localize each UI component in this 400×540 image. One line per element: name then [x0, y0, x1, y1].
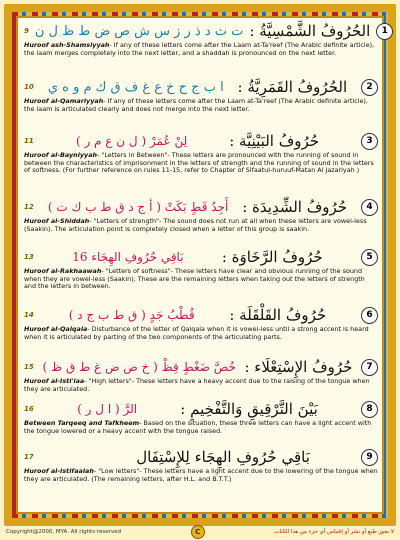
rule-circle-number: 2 — [361, 79, 378, 96]
rule-letters: ت ث د ذ ر ز س ش ص ض ط ظ ل ن — [34, 23, 244, 39]
rule-seq-number: 14 — [24, 311, 34, 319]
page-frame — [4, 4, 396, 526]
rule-letters: خُصَّ ضَغْطٍ قِظْ ( خ ص ض غ ط ق ظ ) — [42, 360, 236, 374]
rule-description — [24, 268, 378, 291]
rule-letters: أَجِدُ قَطٍ بَكَتْ ( أ ج د ق ط ب ك ت ) — [47, 200, 229, 214]
rule-title-arabic: الحُرُوفُ القَمَرِيَّةُ : — [237, 78, 348, 96]
rule-term: Huroof al-Isti'laa — [24, 377, 85, 385]
rule-seq-number: 17 — [24, 453, 34, 461]
rule-circle-number: 8 — [361, 401, 378, 418]
rule-text: - "High letters"- These letters have a heavy accent due to the raising of the tongue when they are articulated. — [24, 377, 370, 393]
page-letter-badge: C — [191, 525, 205, 539]
rule-row-7 — [24, 358, 378, 393]
rule-term: Huroof al-Qamariyyah — [24, 97, 104, 105]
page-footer — [6, 526, 394, 538]
rule-letters: الرَّ ( ا ل ر ) — [77, 402, 138, 416]
rule-row-9 — [24, 448, 378, 483]
rule-seq-number: 13 — [24, 253, 34, 261]
rule-letters: لِنْ عُمَرْ ( ل ن ع م ر ) — [75, 134, 188, 148]
rule-letters: ا ب ج ح خ ع غ ف ق ك م و ه ي — [47, 79, 224, 95]
rule-seq-number: 16 — [24, 405, 34, 413]
rule-description — [24, 378, 378, 393]
rule-circle-number: 5 — [361, 249, 378, 266]
rule-row-1 — [24, 22, 388, 57]
copyright-text: Copyright@2000, MYA. All rights reserved — [6, 529, 121, 535]
rule-text: - If any of these letters come after the Laam at-Ta'reef (The Arabic definite article), the laam is articulated clearly and does not merge into the next letter. — [24, 97, 368, 113]
rule-row-8 — [24, 400, 378, 435]
rule-description — [24, 218, 378, 233]
rule-description — [24, 420, 378, 435]
rule-text: - "Low letters"- These letters have a light accent due to the lowering of the tongue when they are articulated. (The remaining letters, after H.L. and B.T.T.) — [24, 467, 378, 483]
rule-term: Huroof al-Shiddah — [24, 217, 90, 225]
rule-term: Huroof al-Qalqala — [24, 325, 88, 333]
rule-title-arabic: الحُرُوفُ الشَّمْسِيَّةُ : — [249, 22, 371, 40]
rule-letters: قُطْبُ جَدٍ ( ق ط ب ج د ) — [68, 308, 195, 322]
rule-circle-number: 4 — [361, 199, 378, 216]
rule-circle-number: 1 — [376, 23, 393, 40]
rule-title-arabic: حُرُوفُ القَلْقَلَة : — [229, 306, 327, 324]
rule-seq-number: 10 — [24, 83, 34, 91]
rule-title-arabic: حُرُوفُ الرَّخَاوَة : — [221, 248, 323, 266]
rule-seq-number: 9 — [24, 27, 29, 35]
rule-description — [24, 468, 378, 483]
page-content — [16, 16, 388, 514]
rule-title-arabic: حُرُوفُ البَيْنِيَّة : — [229, 132, 320, 150]
rule-row-2 — [24, 78, 378, 113]
rule-term: Huroof al-Rakhaawah — [24, 267, 102, 275]
arabic-copyright-note: لا يجوز طبع أو نشر أو إقتباس أي جزء من هذا الكتاب — [274, 529, 394, 535]
rule-letters: بَاقِي حُرُوفِ الهِجَاء 16 — [72, 250, 184, 264]
rule-title-arabic: بَاقِي حُرُوفِ الهِجَاء لِلإِسْتِفَال — [136, 448, 310, 466]
rule-text: - If any of these letters come after the Laam at-Ta'reef (The Arabic definite article), the laam merges completely into the next letter, and a shaddah is pronounced on the next letter. — [24, 41, 375, 57]
rule-term: Huroof ash-Shamsiyyah — [24, 41, 110, 49]
rule-description — [24, 98, 378, 113]
rule-title-arabic: حُرُوفُ الشِّدِيدَة : — [242, 198, 348, 216]
rule-row-6 — [24, 306, 378, 341]
rule-seq-number: 11 — [24, 137, 34, 145]
rule-circle-number: 9 — [361, 449, 378, 466]
rule-term: Huroof al-Bayniyyah — [24, 151, 98, 159]
rule-text: - "Letters of strength"- The sound does not run at all when these letters are vowel-less (Saakin). The articulation point is completely closed when a letter of this group is saakin. — [24, 217, 367, 233]
rule-text: - "Letters in Between"- These letters are pronounced with the running of sound in between the characteristics of imprisonment in the letters of strength and the running of sound in the letters of softness. (For further reference on rules 11-15, refer to Chapter of Sifaatul-huruuf-Matan Al Jazariyah ) — [24, 151, 374, 175]
rule-text: - "Letters of softness"- These letters have clear and obvious running of the sound when they are vowel-less (Saakin). These are the remaining letters when taking out the letters of strength and the letters in between. — [24, 267, 365, 291]
rule-term: Between Tarqeeq and Tafkheem — [24, 419, 140, 427]
rule-row-5 — [24, 248, 378, 291]
rule-description — [24, 152, 378, 175]
rule-seq-number: 15 — [24, 363, 34, 371]
rule-description — [24, 42, 378, 57]
rule-title-arabic: حُرُوفُ الإِسْتِعْلَاء : — [244, 358, 353, 376]
rule-text: - Based on the situation, these three letters can have a light accent with the tongue lowered or a heavy accent with the tongue raised. — [24, 419, 372, 435]
rule-seq-number: 12 — [24, 203, 34, 211]
rule-circle-number: 7 — [361, 359, 378, 376]
rule-row-4 — [24, 198, 378, 233]
rule-circle-number: 6 — [361, 307, 378, 324]
rule-text: - Disturbance of the letter of Qalqala when it is vowel-less until a strong accent is heard when it is articulated by parting of the two components of the articulating parts. — [24, 325, 369, 341]
rule-circle-number: 3 — [361, 133, 378, 150]
rule-row-3 — [24, 132, 378, 175]
rule-title-arabic: بَيْنَ التَّرْقِيقِ وَالتَّفْخِيمِ : — [180, 400, 318, 418]
rule-description — [24, 326, 378, 341]
rule-term: Huroof al-Istifaalah — [24, 467, 94, 475]
